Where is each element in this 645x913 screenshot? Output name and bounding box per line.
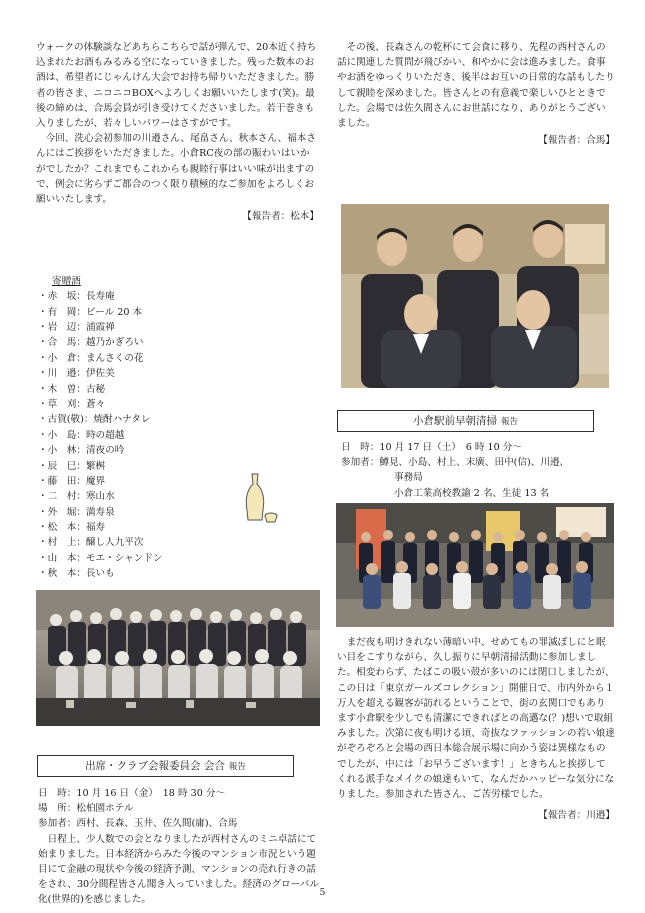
gift-item: ・藤 田：魔界 [38,475,106,487]
gift-item: ・古賀(敬)：焼酎ハナタレ [38,414,151,426]
cleanup-section-title-suffix: 報告 [500,417,518,427]
cleanup-body: まだ夜も明けきれない薄暗い中、せめてもの罪滅ぼしにと眠い目をこすりながら、久し振りに早朝清掃活動に参加しました。相変わらず、たばこの吸い殻が多いのには閉口しましたが、この日は「東京ガールズコレクション」開催日で、市内外から１万人を超える観客が訪れるということで、街の玄関口でもあります小倉駅を少しでも清潔にできればとの高邁な(？)想いで取組みました。次第に夜も明ける頃、奇抜なファッションの若い娘達がぞろぞろと会場の西日本総合展示場に向かう姿は異様なものでしたが、中には「お早うございます！」ときちんと挨拶してくれる派手なメイクの娘達もいて、なんだかハッピーな気分になりました。参加された皆さん、ご苦労様でした。 [337,637,615,801]
meeting-place: 場 所：松柏園ホテル [38,803,134,815]
sake-bottle-illustration [243,470,279,526]
cleanup-section-heading [337,410,594,432]
cleanup-section-details [341,440,621,501]
gift-item: ・秋 本：長いも [38,568,115,580]
gift-item: ・二 村：寒山水 [38,491,115,503]
gift-item: ・赤 坂：長寿庵 [38,291,115,303]
page-number: 5 [319,888,326,898]
gift-item: ・村 上：醸し人九平次 [38,537,144,549]
gift-item: ・辰 巳：繁桝 [38,460,106,472]
meeting-body-2: その後、長森さんの乾杯にて会食に移り、先程の西村さんの話に関連した質問が飛びかい、和やかに会は進みました。食事やお酒をゆっくりいただき、後半はお互いの日常的な話もしたりして親睦を深めました。皆さんとの有意義で楽しいひとときでした。会場では佐久間さんにお世話になり、ありがとうございました。 [337,42,615,130]
cleanup-section-title: 小倉駅前早朝清掃 [412,415,497,427]
cleanup-date: 日 時：10 月 17 日（土） 6 時 10 分～ [341,442,522,453]
meeting-section-details [38,786,321,906]
gift-item: ・木 曽：古秘 [38,383,106,395]
gift-item: ・合 馬：越乃かぎろい [38,337,144,349]
meeting-body: 日程上、少人数での会となりましたが西村さんのミニ卓話にて始まりました。日本経済からみた今後のマンション市況という題目にて金融の現状や今後の経済予測、マンションの売れ行きの話をされ、30分間程皆さん聞き入っていました。経済のグローバル化(世界的)を感じました。 [38,833,319,906]
meeting-reporter: 【報告者：合馬】 [538,135,615,147]
cleanup-participants: 参加者：鱒見、小島、村上、末廣、田中(信)、川邉、 [341,457,570,469]
gift-item: ・草 刈：蒼々 [38,398,106,410]
gift-list-block [38,274,238,582]
sake-bottle-icon [246,474,264,520]
gift-item: ・小 島：時の超越 [38,429,125,441]
cleanup-reporter: 【報告者：川邉】 [538,810,615,822]
party-reporter: 【報告者：松本】 [242,211,319,223]
gift-item: ・岩 辺：浦霞禅 [38,321,115,333]
gift-item: ・小 林：清夜の吟 [38,445,125,457]
gift-item: ・小 倉：まんさくの花 [38,352,144,364]
party-report-paragraph-1: ウォークの体験談などあちらこちらで話が弾んで、20本近く持ち込まれたお酒もみるみる空になっていきました。残った数本のお酒は、希望者にじゃんけん大会でお持ち帰りいただきました。勝者の皆さま、ニコニコBOXへよろしくお願いいたします(笑)。最後の締めは、合馬会員が引き受けてくださいました。若干巻きも入りましたが、若々しいパワーはさすがです。 [36,42,317,130]
cleanup-group-photo [336,503,614,627]
gift-item: ・有 岡：ビール 20 本 [38,306,143,318]
meeting-section-title-suffix: 報告 [228,762,246,772]
meeting-section-continued [337,40,615,148]
cleanup-participants-cont-2: 小倉工業高校教諭 2 名、生徒 13 名 [394,487,550,499]
gift-item: ・川 邉：伊佐美 [38,368,115,380]
meeting-date: 日 時：10 月 16 日（金） 18 時 30 分～ [38,788,226,799]
gift-list-heading: 寄贈酒 [52,276,81,287]
party-report-paragraph-2: 今回、洗心会初参加の川邉さん、尾畠さん、秋本さん、福本さんにはご挨拶をいただきました。小倉RC夜の部の賑わいはいかがでしたか？これまでもこれからも親睦行事はいい味が出ますので、例会に劣らずご都合のつく限り積極的なご参加をよろしくお願いいたします。 [36,133,316,206]
meeting-photo [341,204,609,388]
left-column [36,40,319,224]
gift-list [38,289,238,581]
meeting-participants: 参加者：西村、長森、玉井、佐久間(庸)、合馬 [38,818,238,830]
gift-item: ・松 本：福寿 [38,522,106,534]
party-group-photo [36,590,320,726]
cleanup-participants-cont-1: 事務局 [394,472,423,484]
gift-item: ・山 本：モエ・シャンドン [38,552,163,564]
cleanup-section-body [337,635,615,823]
meeting-section-heading [37,755,294,777]
meeting-section-title: 出席・クラブ会報委員会 会合 [85,760,225,772]
gift-item: ・外 堀：満寿泉 [38,506,115,518]
